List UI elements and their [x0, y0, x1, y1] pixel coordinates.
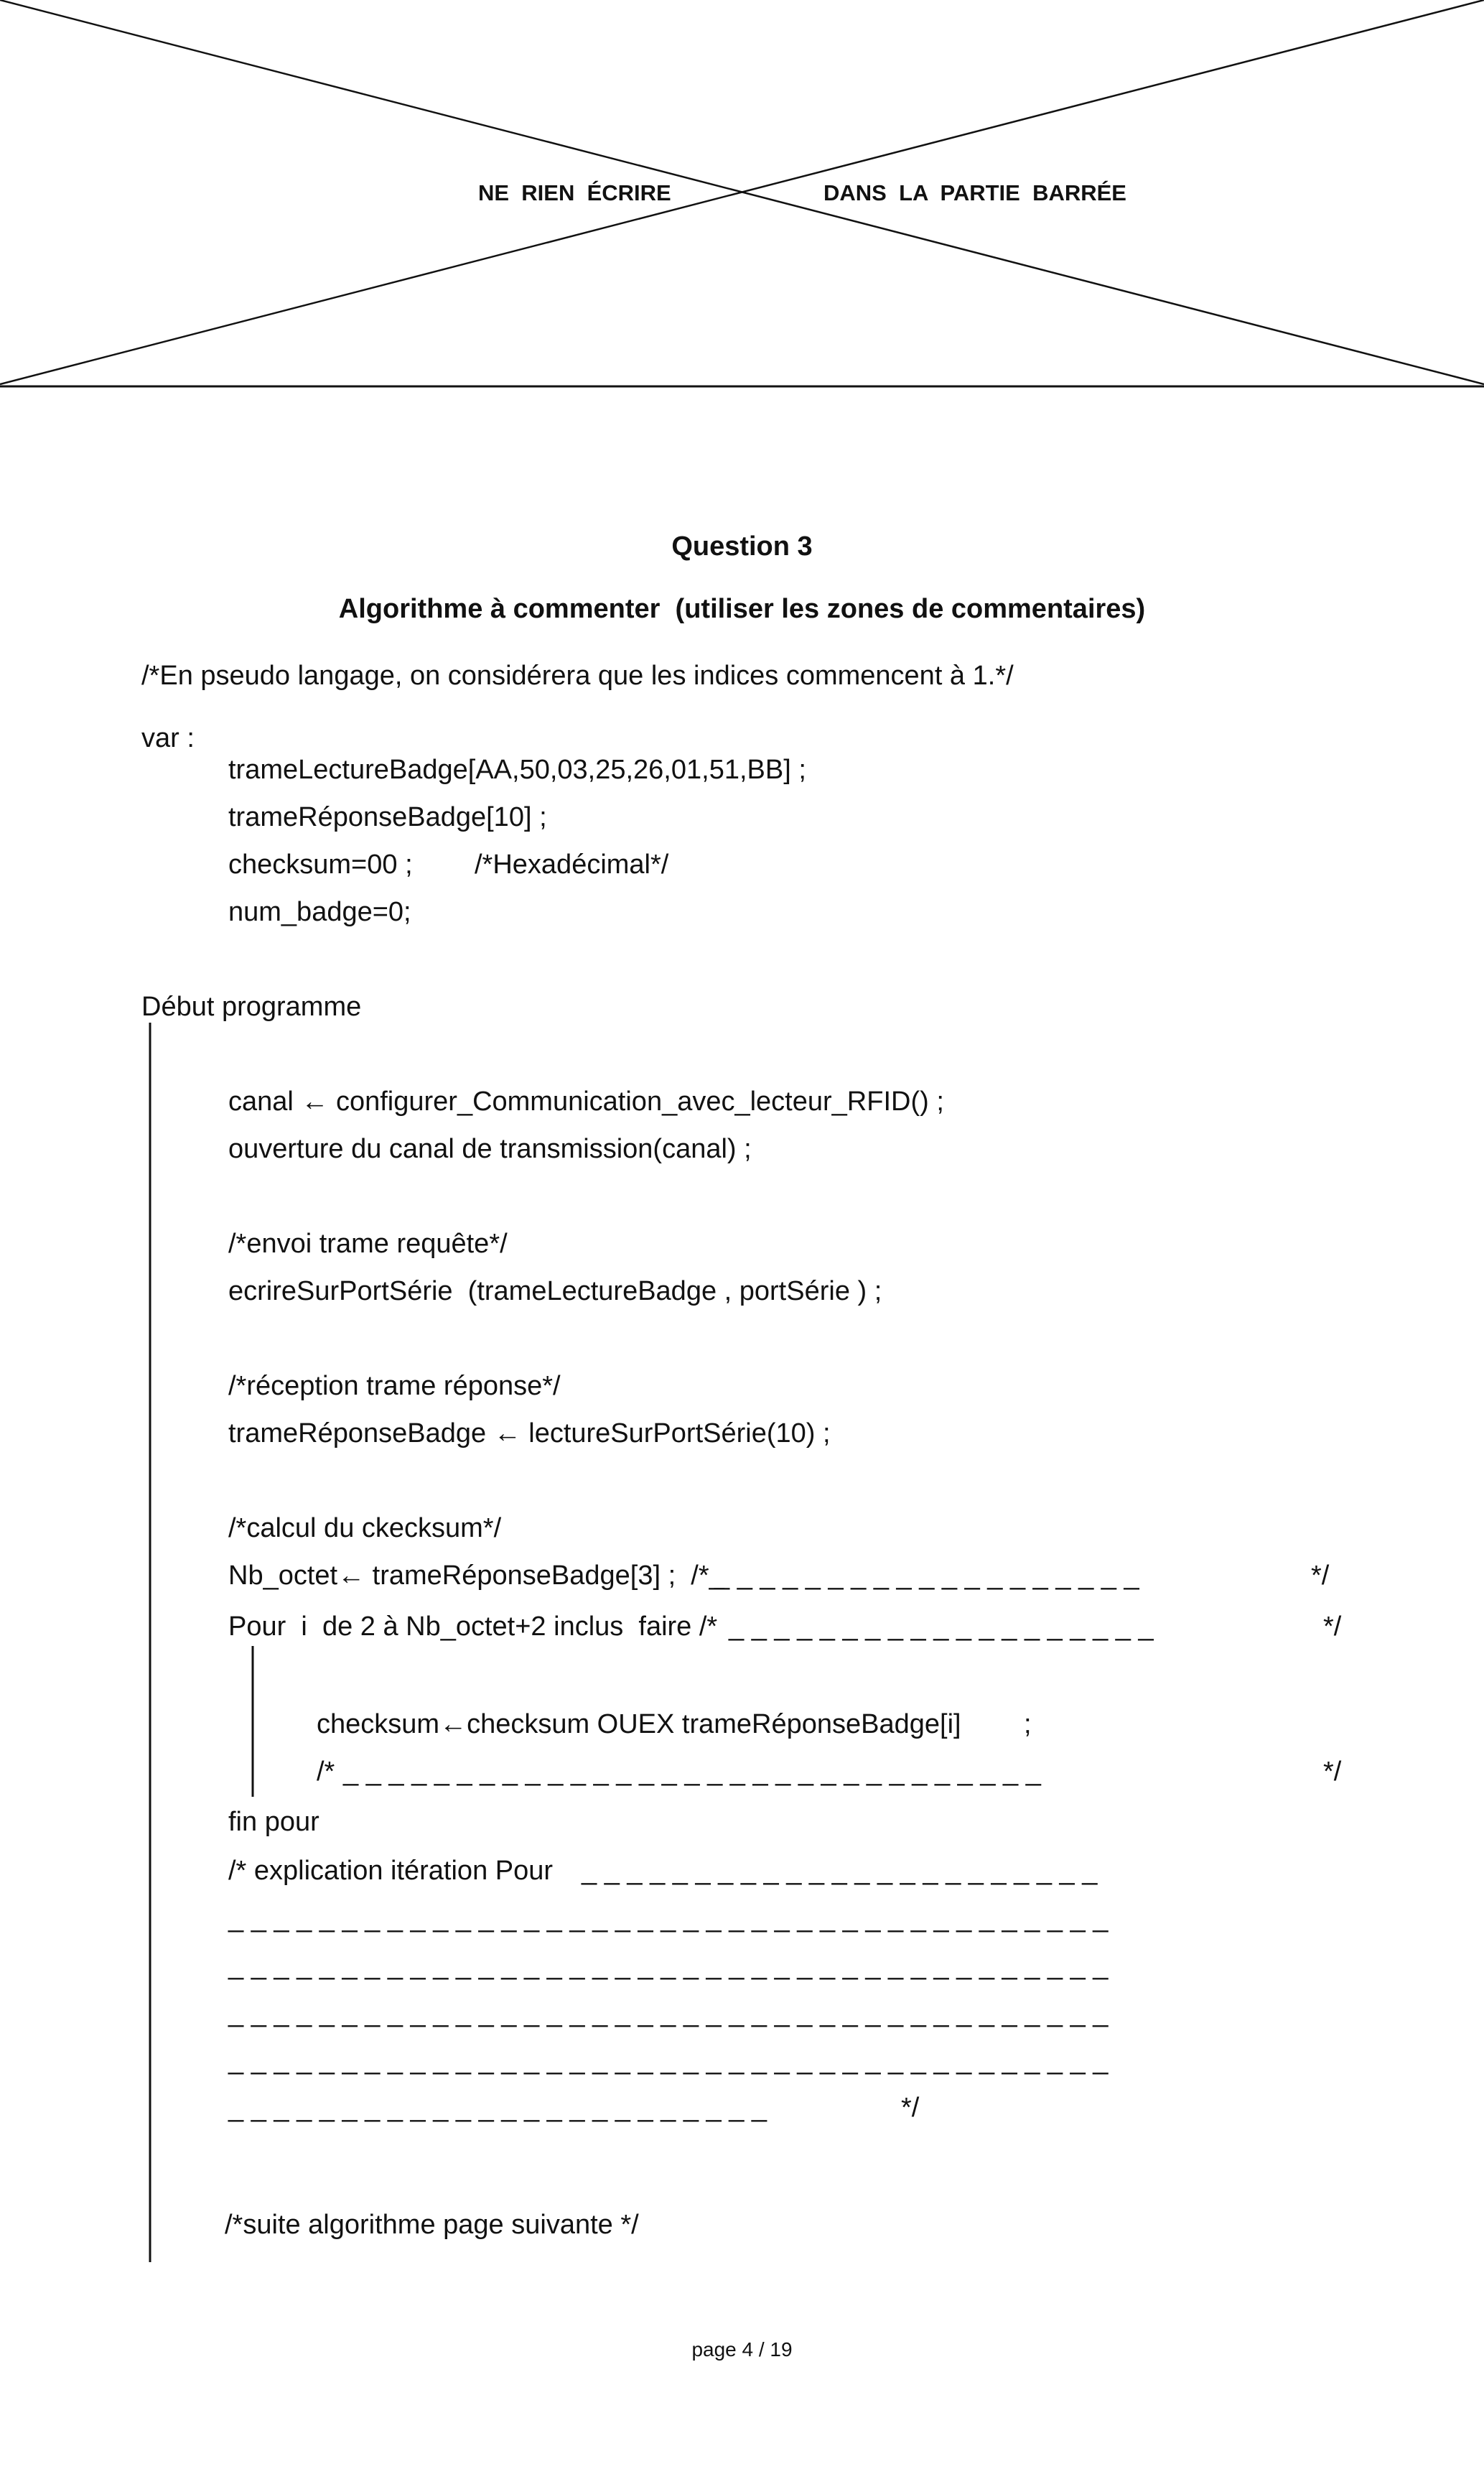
- explication-blank-5: _ _ _ _ _ _ _ _ _ _ _ _ _ _ _ _ _ _ _ _ _ _ _ _ _ _ _ _ _ _ _ _ _ _ _ _ _ _ _: [228, 2045, 1109, 2075]
- explication-blank-2: _ _ _ _ _ _ _ _ _ _ _ _ _ _ _ _ _ _ _ _ _ _ _ _ _ _ _ _ _ _ _ _ _ _ _ _ _ _ _: [228, 1903, 1109, 1933]
- send-comment: /*envoi trame requête*/: [228, 1229, 508, 1259]
- header-right-text: DANS LA PARTIE BARRÉE: [823, 180, 1126, 205]
- suite-comment: /*suite algorithme page suivante */: [225, 2210, 639, 2240]
- loop-body-line: checksum←checksum OUEX trameRéponseBadge[i]: [317, 1709, 961, 1739]
- question-title: Question 3: [671, 531, 813, 562]
- loop-comment-end: */: [1323, 1757, 1342, 1787]
- explication-blank-6: _ _ _ _ _ _ _ _ _ _ _ _ _ _ _ _ _ _ _ _ _ _ _ _: [228, 2093, 767, 2123]
- loop-comment-start: /*: [317, 1757, 335, 1787]
- var-label: var :: [141, 723, 195, 753]
- arrow-left-icon: ←: [493, 1418, 521, 1448]
- nb-octet-comment-blank: _ _ _ _ _ _ _ _ _ _ _ _ _ _ _ _ _ _ _: [714, 1561, 1139, 1591]
- recv-line: trameRéponseBadge ← lectureSurPortSérie(10) ;: [228, 1418, 831, 1448]
- program-start: Début programme: [141, 992, 362, 1022]
- pour-comment-blank: _ _ _ _ _ _ _ _ _ _ _ _ _ _ _ _ _ _ _: [729, 1612, 1154, 1642]
- fin-pour: fin pour: [228, 1807, 319, 1837]
- pour-comment-end: */: [1323, 1612, 1342, 1642]
- pour-line: Pour i de 2 à Nb_octet+2 inclus faire /*: [228, 1612, 718, 1642]
- explication-blank-1: _ _ _ _ _ _ _ _ _ _ _ _ _ _ _ _ _ _ _ _ _ _ _: [582, 1856, 1098, 1886]
- arrow-left-icon: ←: [439, 1709, 467, 1739]
- recv-comment: /*réception trame réponse*/: [228, 1371, 561, 1401]
- send-line: ecrireSurPortSérie (trameLectureBadge , portSérie ) ;: [228, 1276, 882, 1306]
- var-checksum-comment: /*Hexadécimal*/: [475, 850, 669, 880]
- var-line-1: trameLectureBadge[AA,50,03,25,26,01,51,BB] ;: [228, 755, 806, 785]
- arrow-left-icon: ←: [337, 1561, 365, 1591]
- intro-comment: /*En pseudo langage, on considérera que les indices commencent à 1.*/: [141, 661, 1014, 691]
- loop-body-semicolon: ;: [1024, 1709, 1032, 1739]
- explication-blank-4: _ _ _ _ _ _ _ _ _ _ _ _ _ _ _ _ _ _ _ _ _ _ _ _ _ _ _ _ _ _ _ _ _ _ _ _ _ _ _: [228, 1998, 1109, 2028]
- canal-line: canal ← configurer_Communication_avec_lecteur_RFID() ;: [228, 1087, 944, 1117]
- explication-end: */: [901, 2093, 920, 2123]
- var-line-3: checksum=00 ;: [228, 850, 413, 880]
- open-canal-line: ouverture du canal de transmission(canal) ;: [228, 1134, 752, 1164]
- var-line-2: trameRéponseBadge[10] ;: [228, 802, 547, 832]
- nb-octet-comment-end: */: [1311, 1561, 1330, 1591]
- loop-comment-blank: _ _ _ _ _ _ _ _ _ _ _ _ _ _ _ _ _ _ _ _ _ _ _ _ _ _ _ _ _ _ _: [343, 1757, 1041, 1787]
- arrow-left-icon: ←: [301, 1087, 329, 1117]
- header-left-text: NE RIEN ÉCRIRE: [478, 180, 671, 205]
- page-number: page 4 / 19: [691, 2338, 793, 2361]
- var-line-4: num_badge=0;: [228, 897, 411, 927]
- checksum-comment: /*calcul du ckecksum*/: [228, 1513, 502, 1543]
- nb-octet-line: Nb_octet← trameRéponseBadge[3] ; /*_: [228, 1561, 724, 1591]
- explication-label: /* explication itération Pour: [228, 1856, 554, 1886]
- question-subtitle: Algorithme à commenter (utiliser les zones de commentaires): [338, 594, 1146, 624]
- explication-blank-3: _ _ _ _ _ _ _ _ _ _ _ _ _ _ _ _ _ _ _ _ _ _ _ _ _ _ _ _ _ _ _ _ _ _ _ _ _ _ _: [228, 1950, 1109, 1981]
